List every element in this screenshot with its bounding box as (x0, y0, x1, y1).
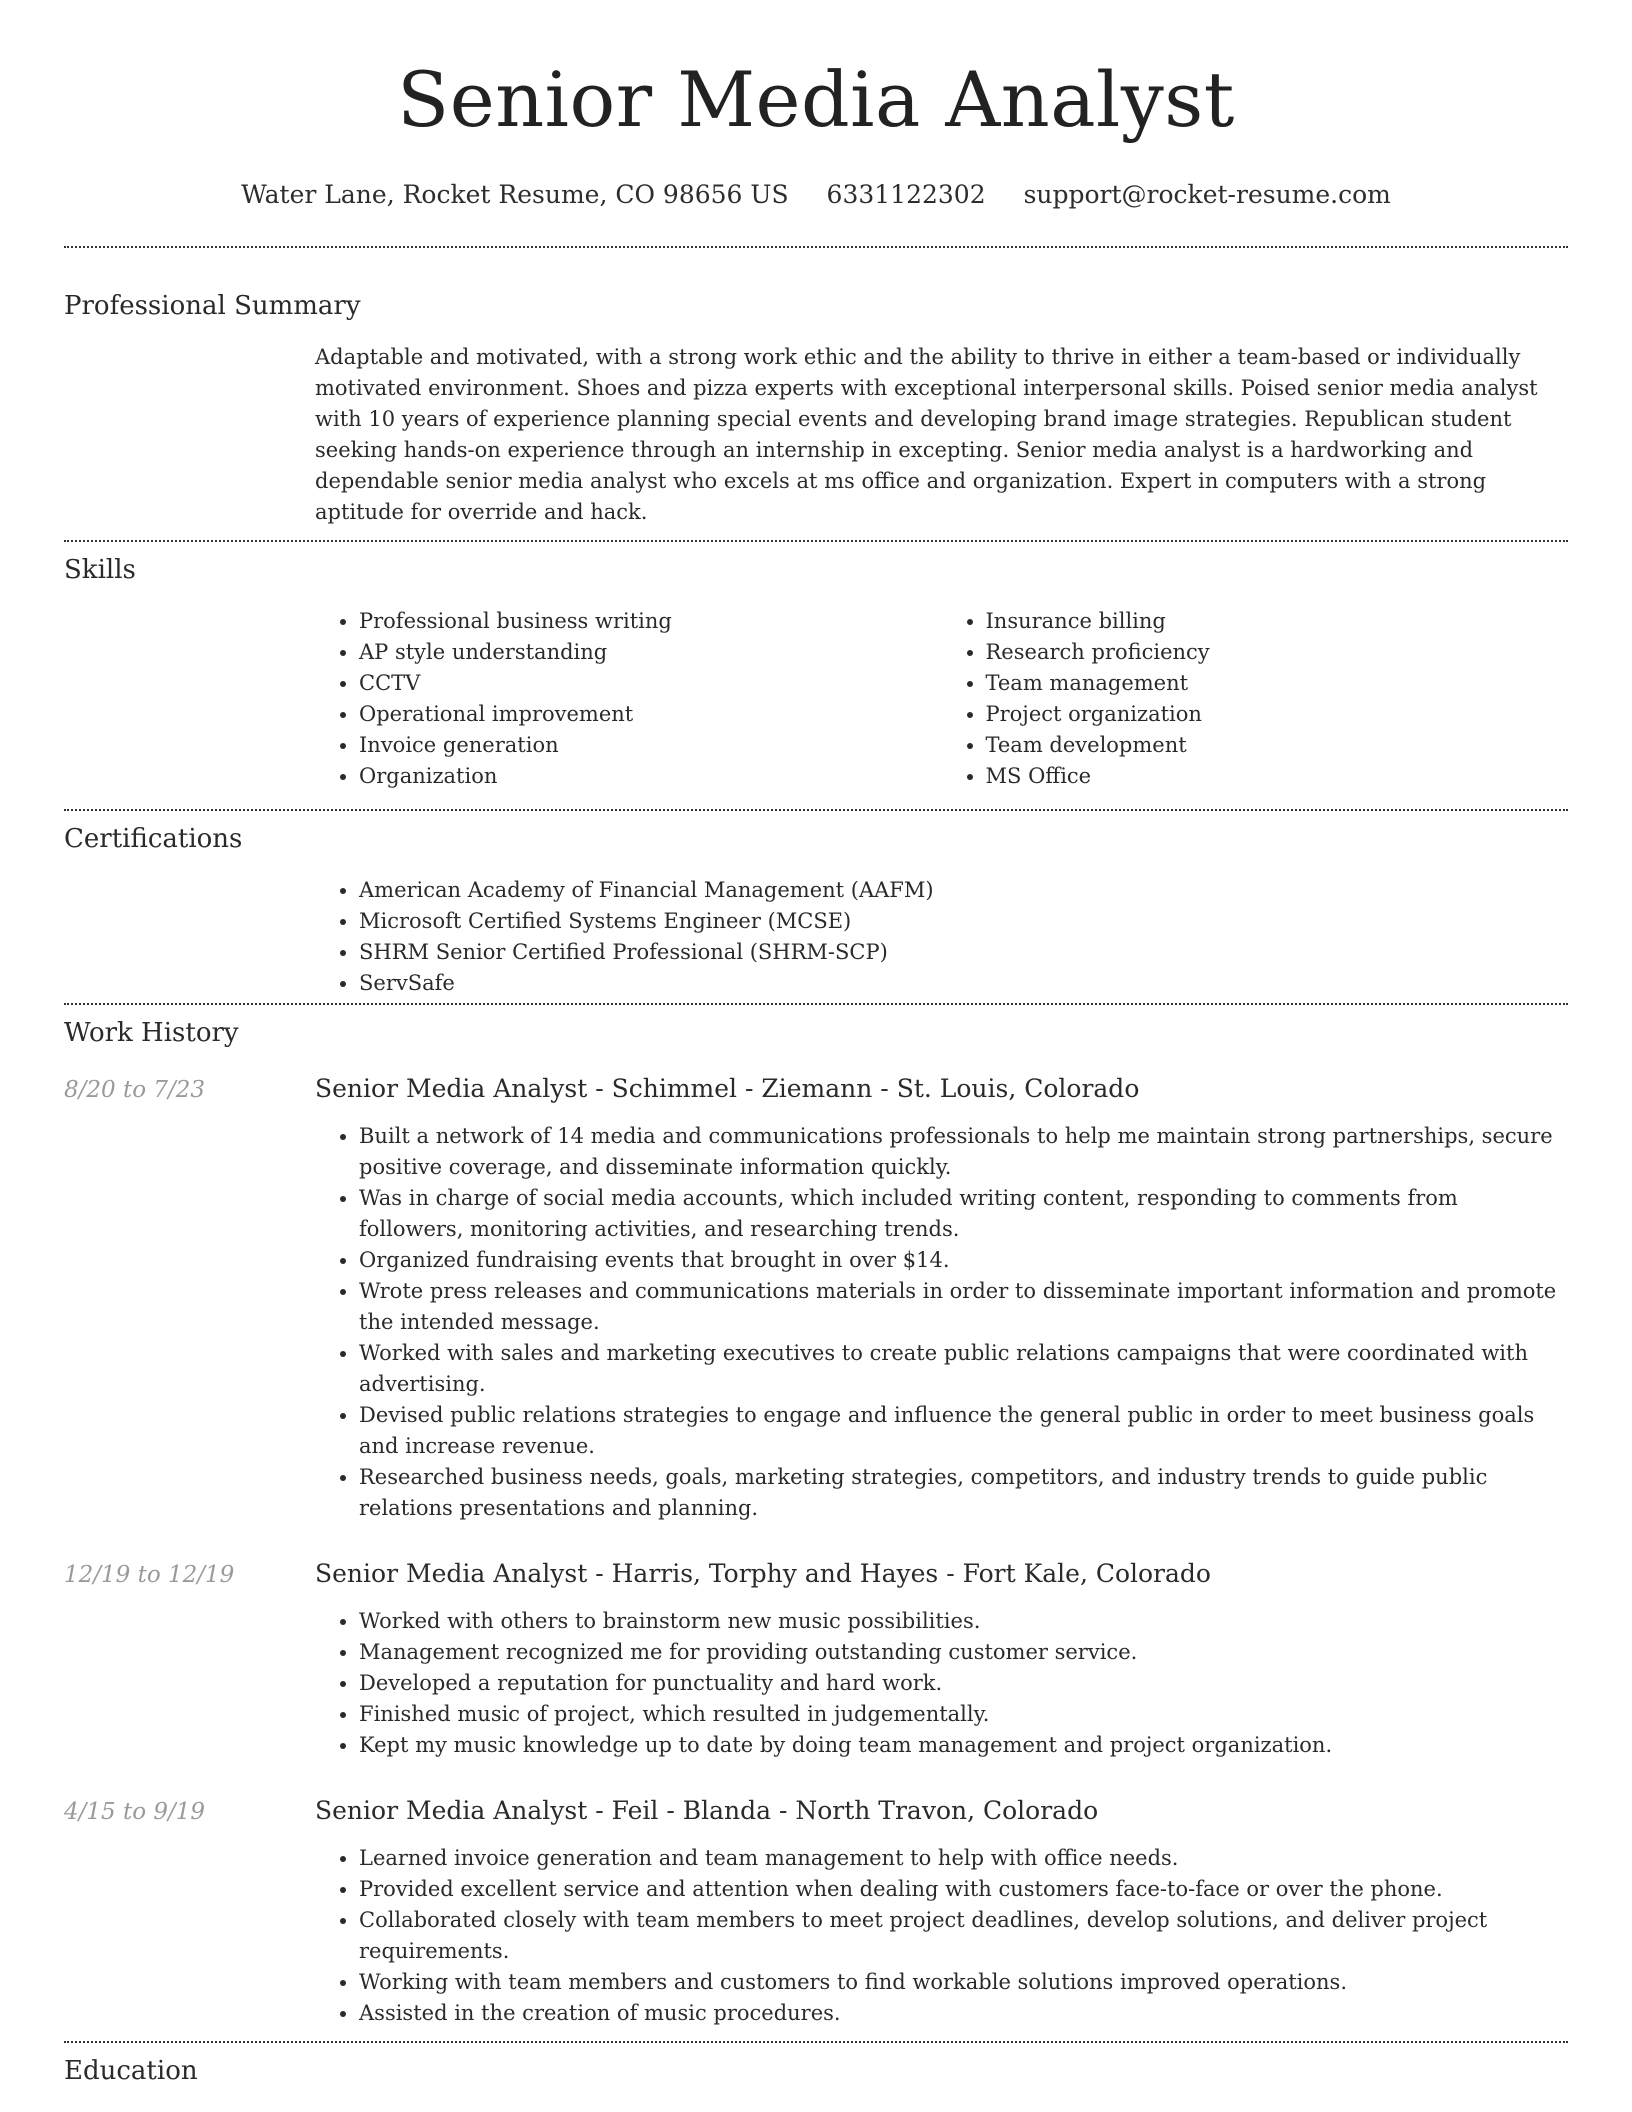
skill-item: • Invoice generation (359, 730, 942, 761)
job-bullet: • Worked with sales and marketing executives to create public relations campaigns that were coordinated with advertising. (359, 1338, 1568, 1400)
job-dates: 8/20 to 7/23 (64, 1077, 206, 1103)
skills-right-column (942, 606, 1569, 792)
section-title-skills: Skills (64, 555, 136, 585)
job-bullet: • Built a network of 14 media and communications professionals to help me maintain strong partnerships, secure positive coverage, and disseminate information quickly. (359, 1121, 1568, 1183)
skill-item: • Insurance billing (986, 606, 1569, 637)
job-bullet: • Was in charge of social media accounts, which included writing content, responding to comments from followers, monitoring activities, and researching trends. (359, 1183, 1568, 1245)
job-dates: 4/15 to 9/19 (64, 1799, 206, 1825)
job-bullet: • Management recognized me for providing outstanding customer service. (359, 1637, 1568, 1668)
job-bullets (315, 1606, 1568, 1761)
job-bullet: • Kept my music knowledge up to date by doing team management and project organization. (359, 1730, 1568, 1761)
job-bullet: • Organized fundraising events that brought in over $14. (359, 1245, 1568, 1276)
skill-item: • Professional business writing (359, 606, 942, 637)
contact-line (64, 178, 1568, 212)
divider (64, 809, 1568, 811)
divider (64, 1003, 1568, 1005)
resume-name: Senior Media Analyst (397, 55, 1235, 144)
job-bullet: • Developed a reputation for punctuality and hard work. (359, 1668, 1568, 1699)
section-title-work-history: Work History (64, 1018, 239, 1048)
skill-item: • CCTV (359, 668, 942, 699)
contact-email[interactable]: support@rocket-resume.com (1023, 180, 1391, 209)
job-bullet: • Assisted in the creation of music procedures. (359, 1998, 1568, 2029)
skill-item: • AP style understanding (359, 637, 942, 668)
section-title-certifications: Certifications (64, 824, 243, 854)
contact-phone: 6331122302 (826, 180, 986, 209)
job-header (64, 1794, 1568, 1829)
job-header (64, 1557, 1568, 1592)
job-bullet: • Devised public relations strategies to engage and influence the general public in order to meet business goals and increase revenue. (359, 1400, 1568, 1462)
section-title-summary: Professional Summary (64, 291, 361, 321)
skill-item: • Research proficiency (986, 637, 1569, 668)
skill-item: • Team management (986, 668, 1569, 699)
certification-item: • Microsoft Certified Systems Engineer (MCSE) (359, 906, 1568, 937)
job-bullet: • Wrote press releases and communications materials in order to disseminate important information and promote the intended message. (359, 1276, 1568, 1338)
skill-item: • Organization (359, 761, 942, 792)
certifications-list (315, 875, 1568, 999)
job-bullet: • Collaborated closely with team members to meet project deadlines, develop solutions, and deliver project requirements. (359, 1905, 1568, 1967)
contact-address: Water Lane, Rocket Resume, CO 98656 US (241, 180, 789, 209)
skills-left-column (315, 606, 942, 792)
job-bullet: • Worked with others to brainstorm new music possibilities. (359, 1606, 1568, 1637)
job-bullet: • Finished music of project, which resulted in judgementally. (359, 1699, 1568, 1730)
certification-item: • SHRM Senior Certified Professional (SHRM-SCP) (359, 937, 1568, 968)
job-bullets (315, 1843, 1568, 2029)
job-header (64, 1072, 1568, 1107)
divider (64, 246, 1568, 248)
job-bullet: • Learned invoice generation and team management to help with office needs. (359, 1843, 1568, 1874)
job-bullets (315, 1121, 1568, 1524)
skill-item: • Project organization (986, 699, 1569, 730)
section-title-education: Education (64, 2056, 198, 2086)
job-title: Senior Media Analyst - Feil - Blanda - North Travon, Colorado (315, 1796, 1099, 1825)
job-title: Senior Media Analyst - Schimmel - Ziemann - St. Louis, Colorado (315, 1074, 1140, 1103)
certification-item: • ServSafe (359, 968, 1568, 999)
job-bullet: • Provided excellent service and attention when dealing with customers face-to-face or over the phone. (359, 1874, 1568, 1905)
divider (64, 2041, 1568, 2043)
job-title: Senior Media Analyst - Harris, Torphy and Hayes - Fort Kale, Colorado (315, 1559, 1211, 1588)
skill-item: • MS Office (986, 761, 1569, 792)
skills-list (315, 606, 1568, 792)
summary-text: Adaptable and motivated, with a strong work ethic and the ability to thrive in either a team-based or individually motivated environment. Shoes and pizza experts with exceptional interpersonal skills. Poised senior media analyst with 10 years of experience planning special events and developing brand image strategies. Republican student seeking hands-on experience through an internship in excepting. Senior media analyst is a hardworking and dependable senior media analyst who excels at ms office and organization. Expert in computers with a strong aptitude for override and hack. (315, 345, 1538, 524)
divider (64, 540, 1568, 542)
skill-item: • Team development (986, 730, 1569, 761)
job-bullet: • Working with team members and customers to find workable solutions improved operations. (359, 1967, 1568, 1998)
job-dates: 12/19 to 12/19 (64, 1562, 235, 1588)
resume-page (64, 0, 1568, 2088)
job-bullet: • Researched business needs, goals, marketing strategies, competitors, and industry trends to guide public relations presentations and planning. (359, 1462, 1568, 1524)
skill-item: • Operational improvement (359, 699, 942, 730)
certification-item: • American Academy of Financial Management (AAFM) (359, 875, 1568, 906)
